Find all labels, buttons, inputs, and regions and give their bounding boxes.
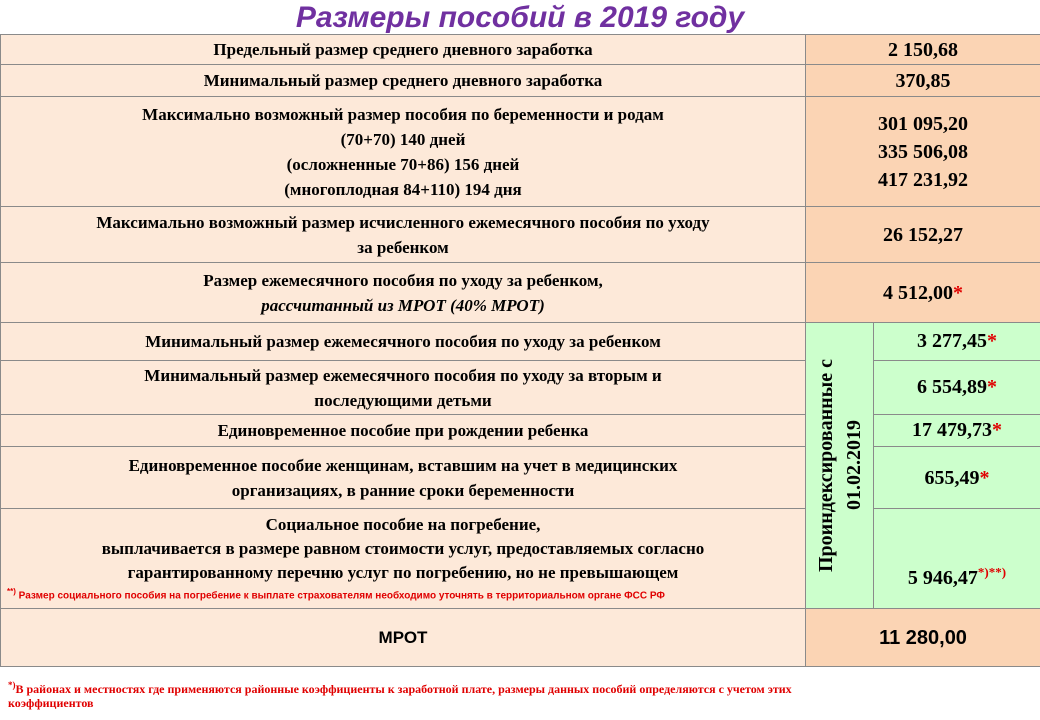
indexed-vertical-label: Проиндексированные с 01.02.2019 [806, 323, 874, 609]
row-label: Минимальный размер ежемесячного пособия по уходу за вторым и последующими детьми [1, 361, 806, 415]
table-row [1, 323, 1040, 361]
row-label: Предельный размер среднего дневного заработка [1, 35, 806, 65]
row-value: 301 095,20 335 506,08 417 231,92 [806, 97, 1040, 207]
row-label: Размер ежемесячного пособия по уходу за ребенком, рассчитанный из МРОТ (40% МРОТ) [1, 263, 806, 323]
row-label: МРОТ [1, 609, 806, 667]
table-row [1, 97, 1040, 207]
row-value: 6 554,89* [874, 361, 1040, 415]
burial-note: **) Размер социального пособия на погребение к выплате страхователям необходимо уточнять в территориальном органе ФСС РФ [7, 587, 665, 602]
page-title: Размеры пособий в 2019 году [295, 1, 745, 34]
row-value: 2 150,68 [806, 35, 1040, 65]
table-row [1, 509, 1040, 609]
table-row [1, 447, 1040, 509]
row-value: 26 152,27 [806, 207, 1040, 263]
row-label: Максимально возможный размер пособия по беременности и родам (70+70) 140 дней (осложненные 70+86) 156 дней (многоплодная 84+110) 194 дня [1, 97, 806, 207]
row-label: Минимальный размер ежемесячного пособия по уходу за ребенком [1, 323, 806, 361]
row-value: 655,49* [874, 447, 1040, 509]
row-label: Минимальный размер среднего дневного заработка [1, 65, 806, 97]
table-row [1, 415, 1040, 447]
row-value: 5 946,47*)**) [874, 509, 1040, 609]
row-label: Социальное пособие на погребение, выплачивается в размере равном стоимости услуг, предоставляемых согласно гарантированному перечню услуг по погребению, но не превышающем **) Размер социального пособия на погребение к выплате страхователям необходимо уточнять в территориальном органе ФСС РФ [1, 509, 806, 609]
row-value: 4 512,00* [806, 263, 1040, 323]
row-value: 370,85 [806, 65, 1040, 97]
row-value: 3 277,45* [874, 323, 1040, 361]
row-label: Единовременное пособие женщинам, вставшим на учет в медицинских организациях, в ранние сроки беременности [1, 447, 806, 509]
footnote: *)В районах и местностях где применяются районные коэффициенты к заработной плате, размеры данных пособий определяются с учетом этих коэффициентов [8, 680, 792, 710]
row-label: Единовременное пособие при рождении ребенка [1, 415, 806, 447]
table-row [1, 609, 1040, 667]
benefits-table [0, 34, 1040, 667]
table-row [1, 35, 1040, 65]
row-value: 17 479,73* [874, 415, 1040, 447]
table-row [1, 65, 1040, 97]
table-row [1, 263, 1040, 323]
row-value: 11 280,00 [806, 609, 1040, 667]
table-row [1, 207, 1040, 263]
row-label: Максимально возможный размер исчисленного ежемесячного пособия по уходу за ребенком [1, 207, 806, 263]
table-row [1, 361, 1040, 415]
